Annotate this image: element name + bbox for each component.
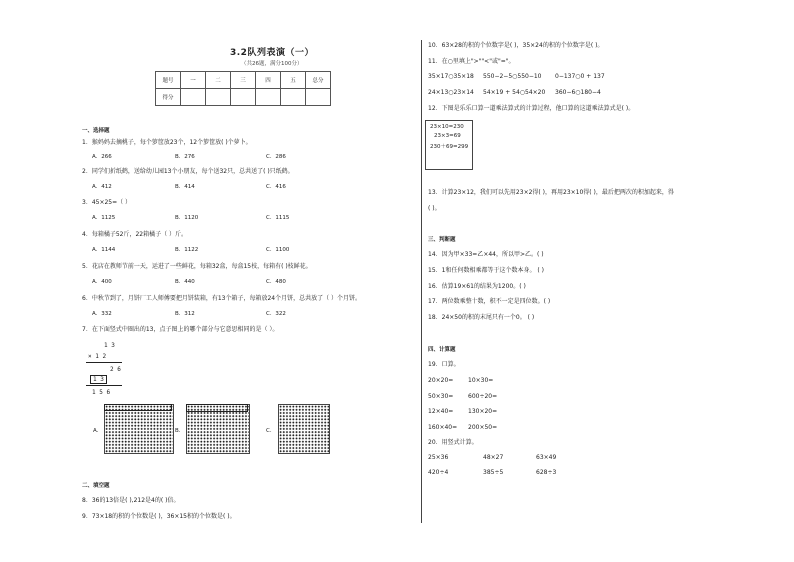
option-a[interactable]: A． — [93, 428, 103, 434]
option-b[interactable]: B．1122 — [175, 247, 199, 253]
question-text: 10．63×28的积的个位数字是( )，35×24的积的个位数字是( )。 — [428, 42, 604, 49]
option-c[interactable]: C．480 — [266, 279, 286, 285]
compare-item[interactable]: 35×17○35×18 — [428, 73, 474, 80]
score-input-cell[interactable] — [306, 89, 331, 106]
question-text: 3．45×25=（ ） — [82, 199, 132, 206]
option-b[interactable]: B．276 — [175, 154, 195, 160]
column-divider — [421, 40, 422, 523]
vertical-item[interactable]: 48×27 — [483, 454, 504, 461]
question-text: 15．1和任何数相乘都等于这个数本身。 ( ) — [428, 267, 544, 274]
oral-item[interactable]: 50×30= — [428, 393, 454, 400]
score-input-cell[interactable] — [206, 89, 231, 106]
question-text: 8．36的13倍是( ),212是4的( )倍。 — [82, 497, 180, 504]
compare-item[interactable]: 54×19 + 54○54×20 — [483, 89, 546, 96]
mult-row: × 1 2 — [88, 353, 107, 360]
option-c[interactable]: C．416 — [266, 184, 286, 190]
section-title: 二、填空题 — [82, 483, 110, 489]
question-text: 1．猴妈妈去摘桃子，每个箩筐放23个，12个箩筐放( )个萝卜。 — [82, 139, 252, 146]
option-c[interactable]: C． — [266, 428, 276, 434]
question-text: 18．24×50的积的末尾只有一个0。 ( ) — [428, 314, 535, 321]
calc-line: 23×3=69 — [434, 133, 461, 139]
option-c[interactable]: C．1115 — [266, 215, 290, 221]
question-text: 4．每箱橘子52斤，22箱橘子（ ）斤。 — [82, 231, 187, 238]
score-cell: 题号 — [156, 72, 181, 89]
dot-grid-a[interactable] — [104, 404, 174, 454]
calculation-box — [425, 120, 473, 170]
compare-item[interactable]: 550−2−5○550−10 — [483, 73, 542, 80]
question-text: 16．估算19×61的结果为1200。( ) — [428, 283, 526, 290]
score-table-row — [156, 89, 331, 106]
score-input-cell[interactable] — [181, 89, 206, 106]
oral-item[interactable]: 20×20= — [428, 377, 454, 384]
question-text: 17．两位数乘整十数，积不一定是四位数。( ) — [428, 298, 551, 305]
score-input-cell[interactable] — [256, 89, 281, 106]
score-input-cell[interactable] — [281, 89, 306, 106]
option-a[interactable]: A．400 — [92, 279, 112, 285]
compare-item[interactable]: 24×13○23×14 — [428, 89, 474, 96]
oral-item[interactable]: 10×30= — [468, 377, 494, 384]
question-text: 14．因为甲×33=乙×44，所以甲>乙。( ) — [428, 251, 544, 258]
dot-grid-c[interactable] — [278, 404, 330, 454]
score-cell: 总分 — [306, 72, 331, 89]
question-text: 6．中秋节到了，月饼厂工人师傅要把月饼装箱，有13个箱子，每箱放24个月饼，总共放了（ ）个月饼。 — [82, 295, 361, 302]
option-a[interactable]: A．1125 — [92, 215, 116, 221]
circled-13: 1 3 — [90, 375, 107, 384]
question-text: 12．下图是乐乐口算一道乘法算式的计算过程，他口算的这道乘法算式是( )。 — [428, 105, 635, 112]
option-b[interactable]: B．1120 — [175, 215, 199, 221]
calc-line: 23×10=230 — [430, 124, 464, 130]
score-cell: 二 — [206, 72, 231, 89]
option-c[interactable]: C．1100 — [266, 247, 290, 253]
oral-item[interactable]: 130×20= — [468, 408, 498, 415]
score-cell: 五 — [281, 72, 306, 89]
question-text: 9．73×18的积的个位数是( )，36×15积的个位数是( )。 — [82, 513, 236, 520]
option-b[interactable]: B．312 — [175, 311, 195, 317]
vertical-item[interactable]: 420÷4 — [428, 469, 449, 476]
option-a[interactable]: A．266 — [92, 154, 112, 160]
option-b[interactable]: B．440 — [175, 279, 195, 285]
question-text: 13．计算23×12，我们可以先用23×2得( )，再用23×10得( )，最后把两次的积加起来，得 — [428, 189, 674, 196]
option-b[interactable]: B．414 — [175, 184, 195, 190]
mult-row: 2 6 — [110, 366, 121, 373]
option-c[interactable]: C．322 — [266, 311, 286, 317]
score-cell: 得分 — [156, 89, 181, 106]
section-title: 一、选择题 — [82, 128, 110, 134]
option-a[interactable]: A．1144 — [92, 247, 116, 253]
score-cell: 一 — [181, 72, 206, 89]
mult-row: 1 5 6 — [92, 389, 111, 396]
section-title: 三、判断题 — [428, 237, 456, 243]
question-text: 20．用竖式计算。 — [428, 439, 478, 446]
calc-line: 230＋69=299 — [430, 144, 469, 150]
highlight-box — [186, 404, 248, 412]
score-table-row — [156, 72, 331, 89]
compare-item[interactable]: 360−6○180−4 — [555, 89, 601, 96]
vertical-item[interactable]: 628÷3 — [536, 469, 557, 476]
oral-item[interactable]: 600÷20= — [468, 393, 498, 400]
option-b[interactable]: B． — [175, 428, 185, 434]
score-cell: 四 — [256, 72, 281, 89]
compare-item[interactable]: 0−137○0 + 137 — [555, 73, 605, 80]
vertical-item[interactable]: 385÷5 — [483, 469, 504, 476]
section-title: 四、计算题 — [428, 347, 456, 353]
vertical-item[interactable]: 63×49 — [536, 454, 557, 461]
question-text: ( )。 — [428, 205, 441, 212]
mult-row: 1 3 — [104, 342, 115, 349]
option-c[interactable]: C．286 — [266, 154, 286, 160]
mult-line — [86, 385, 122, 386]
question-text: 5．花店在教师节前一天，运进了一些鲜花，每箱32盒，每盒15枝，每箱有( )枝鲜花。 — [82, 263, 312, 270]
option-a[interactable]: A．332 — [92, 311, 112, 317]
option-a[interactable]: A．412 — [92, 184, 112, 190]
oral-item[interactable]: 12×40= — [428, 408, 454, 415]
question-text: 11．在○里填上">""<"或"="。 — [428, 58, 515, 65]
oral-item[interactable]: 200×50= — [468, 424, 498, 431]
oral-item[interactable]: 160×40= — [428, 424, 458, 431]
mult-line — [86, 362, 122, 363]
score-input-cell[interactable] — [231, 89, 256, 106]
vertical-item[interactable]: 25×36 — [428, 454, 449, 461]
question-text: 2．同学们折纸鹤，送给幼儿园13个小朋友，每个送32只，总共送了( )只纸鹤。 — [82, 168, 294, 175]
score-cell: 三 — [231, 72, 256, 89]
page-subtitle: （共26题，满分100分） — [241, 61, 303, 67]
page-title: 3.2队列表演（一） — [230, 48, 314, 58]
question-text: 7．在下面竖式中圈出的13，点子图上的哪个部分与它意思相同的是（ ）。 — [82, 326, 279, 333]
question-text: 19．口算。 — [428, 361, 460, 368]
highlight-box — [104, 404, 172, 411]
score-table — [155, 71, 331, 106]
